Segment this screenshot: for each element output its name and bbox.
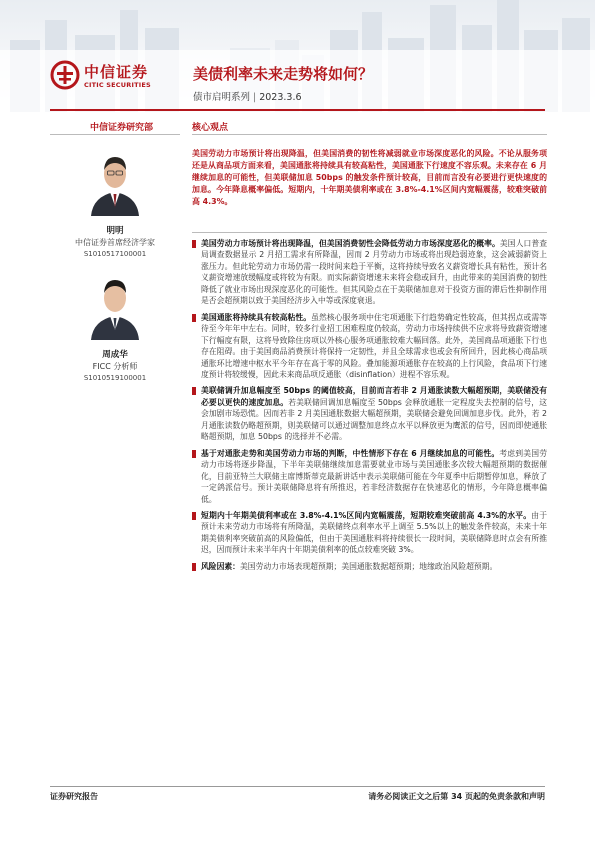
analyst-photo xyxy=(89,146,141,216)
logo-english-text: CITIC SECURITIES xyxy=(84,81,151,89)
key-point-lead: 风险因素： xyxy=(201,561,240,571)
analyst-sidebar xyxy=(50,120,180,382)
key-point-lead: 基于对通胀走势和美国劳动力市场的判断，中性情形下存在 6 月继续加息的可能性。 xyxy=(201,448,500,458)
key-point-body: 考虑到美国劳动力市场将逐步降温，下半年美联储继续加息需要就业市场与美国通胀多次较大幅超预期的数据催化，目前亚特兰大联储主席博斯蒂克最新讲话中表示美联储可能在今年夏季中后期暂停加息，释放了一定鸽派信号。预计美联储降息将有所推迟，若非经济数据存在快速恶化的情形，今年降息概率偏低。 xyxy=(201,448,548,504)
department-label: 中信证券研究部 xyxy=(90,123,154,133)
key-point-lead: 美国劳动力市场预计将出现降温，但美国消费韧性会降低劳动力市场深度恶化的概率。 xyxy=(201,239,500,248)
key-point xyxy=(192,238,547,307)
key-point-body: 美国人口普查局调查数据显示 2 月招工需求有所降温，因而 2 月劳动力市场或将出现趋弱迹象，这会减弱薪资上涨压力。但此轮劳动力市场仍需一段时间来趋于平衡，这将持续导致名义薪资增长具有粘性，预计名义薪资增速放缓幅度或将较为有限。而实际薪资增速未来将会稳或回升，由此带来的美国消费的韧性降低了就业市场出现深度恶化的可能性。但其风险点在于美联储加息对于投资方面的滞后性抑制作用是否会超预期以致于美国经济步入中等或深度衰退。 xyxy=(201,239,547,306)
key-point-lead: 美国通胀将持续具有较高粘性。 xyxy=(201,312,312,322)
analyst-card xyxy=(50,270,180,382)
analyst-name: 明明 xyxy=(106,226,124,236)
key-point-body: 美国劳动力市场表现超预期；美国通胀数据超预期；地缘政治风险超预期。 xyxy=(239,561,498,571)
summary-divider xyxy=(192,232,547,233)
analyst-certificate: S1010519100001 xyxy=(83,374,147,382)
key-point xyxy=(192,448,547,505)
series-name: 债市启明系列 xyxy=(193,92,251,103)
key-point xyxy=(192,385,547,442)
key-point-body: 虽然核心服务项中住宅项通胀下行趋势确定性较高，但其拐点或需等待至今年年中左右。同时，较多行业招工困难程度仍较高，劳动力市场持续供不应求将导致薪资增速下行幅度有限，这将导致除住房项以外核心服务项通胀较难大幅回落。此外，美国商品项通胀下行也存在阻碍。由于美国商品消费预计将保持一定韧性，并且全球需求也或会有所回升，因此核心商品项通胀环比增速中枢水平今年存在高于零的风险。叠加能源项通胀存在较高的上行风险，食品项下行速度预计将较缓慢，因此未来商品项反通胀（disinflation）进程不容乐观。 xyxy=(201,312,548,379)
report-date: 2023.3.6 xyxy=(259,92,302,103)
section-title: 核心观点 xyxy=(192,123,229,133)
analyst-name: 周成华 xyxy=(102,350,128,360)
footer-divider xyxy=(50,786,545,787)
section-divider xyxy=(192,134,547,135)
footer-report-type: 证券研究报告 xyxy=(50,792,98,801)
header-divider xyxy=(50,109,545,111)
report-title: 美债利率未来走势将如何？ xyxy=(193,65,374,83)
citic-logo-icon xyxy=(50,60,80,90)
bullet-marker-icon xyxy=(192,512,196,520)
key-point-body: 由于预计未来劳动力市场将有所降温，美联储终点利率水平上调至 5.5%以上的触发条件较高，未来十年期美债利率突破前高的风险偏低，但由于美国通胀料将持续很长一段时间，美联储降息时点会有所推迟，因而预计未来半年内十年期美债利率的低点较难突破 3%。 xyxy=(201,510,547,555)
logo-chinese-text: 中信证券 xyxy=(84,63,149,81)
key-point xyxy=(192,510,547,556)
key-point-lead: 短期内十年期美债利率或在 3.8%-4.1%区间内宽幅震荡，短期较难突破前高 4.3%的水平。 xyxy=(201,510,532,520)
key-point xyxy=(192,561,547,572)
page-header xyxy=(0,0,595,112)
sidebar-divider xyxy=(50,134,180,135)
analyst-photo xyxy=(89,270,141,340)
key-point xyxy=(192,312,547,381)
key-point-lead: 美联储调升加息幅度至 50bps 的阈值较高，目前而言若非 2 月通胀读数大幅超预期，美联储没有必要以更快的速度加息。 xyxy=(201,386,547,407)
bullet-marker-icon xyxy=(192,240,196,248)
bullet-marker-icon xyxy=(192,314,196,322)
footer-disclaimer-note: 请务必阅读正文之后第 34 页起的免责条款和声明 xyxy=(368,792,545,801)
key-points-list xyxy=(192,238,547,577)
analyst-role: 中信证券首席经济学家 xyxy=(75,238,155,247)
key-point-body: 若美联储回调加息幅度至 50bps 会释放通胀一定程度失去控制的信号，这会加剧市场恐慌。因而若非 2 月美国通胀数据大幅超预期，美联储会避免回调加息步伐。此外，若 2 月通胀读数仍略超预期，则美联储可以通过调整加息终点水平以释放更为鹰派的信号，因而即使通胀略超预期，加息 50bps 的选择并不必需。 xyxy=(201,397,547,442)
bullet-marker-icon xyxy=(192,563,196,571)
citic-logo xyxy=(50,60,190,100)
main-content xyxy=(192,120,548,571)
summary-paragraph: 美国劳动力市场预计将出现降温，但美国消费的韧性将减弱就业市场深度恶化的风险。不论从服务项还是从商品项方面来看，美国通胀将持续具有较高粘性，美国通胀下行速度不容乐观。未来存在 6 月继续加息的可能性，但美联储加息 50bps 的触发条件预计较高，目前而言没有必要进行更快速度的加息。今年降息概率偏低。短期内，十年期美债利率或在 3.8%-4.1%区间内宽幅震荡，较难突破前高 4.3%。 xyxy=(192,149,547,206)
analyst-card xyxy=(50,146,180,258)
bullet-marker-icon xyxy=(192,387,196,395)
subtitle-separator: | xyxy=(253,92,257,103)
bullet-marker-icon xyxy=(192,450,196,458)
analyst-role: FICC 分析师 xyxy=(92,362,138,371)
analyst-certificate: S1010517100001 xyxy=(83,250,147,258)
report-subtitle xyxy=(193,89,302,103)
